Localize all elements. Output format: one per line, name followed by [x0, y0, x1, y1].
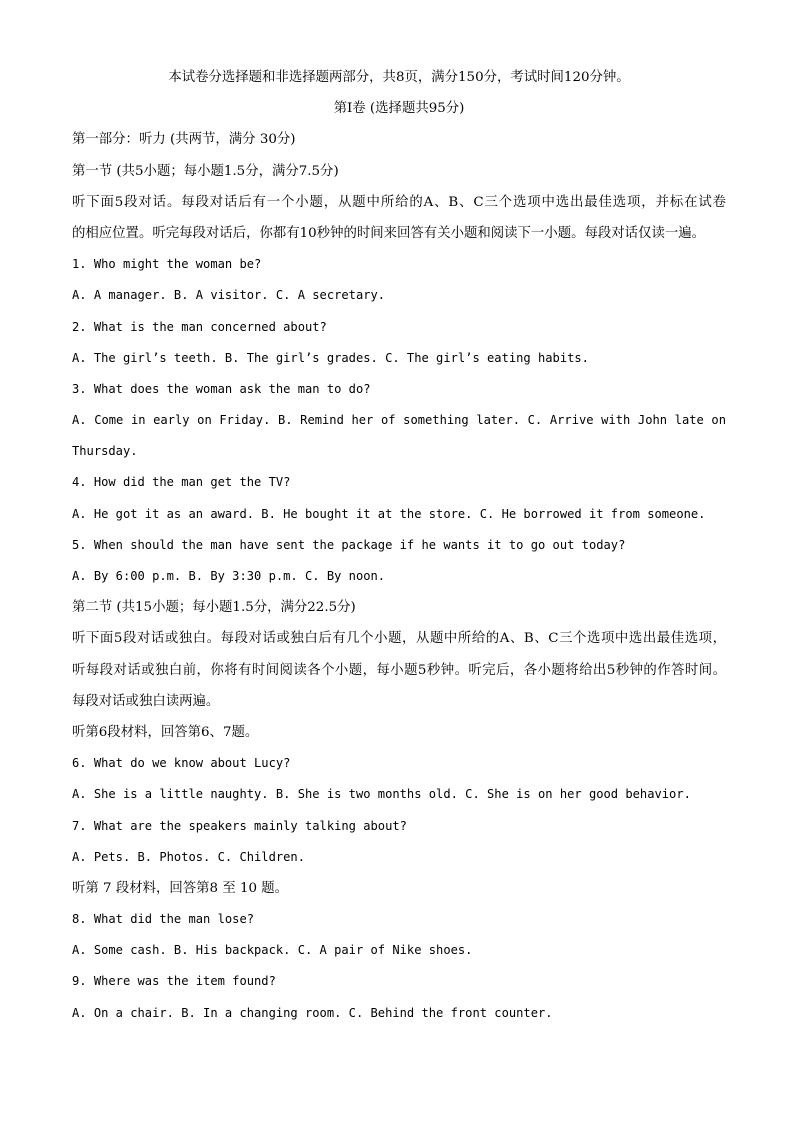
material-6-heading: 听第6段材料，回答第6、7题。: [72, 724, 259, 740]
section1-instruction-line1: 听下面5段对话。每段对话后有一个小题，从题中所给的A、B、C三个选项中选出最佳选项，并标在试卷: [72, 194, 726, 210]
material-7-heading: 听第 7 段材料，回答第8 至 10 题。: [72, 880, 289, 896]
question-2: 2. What is the man concerned about?: [72, 319, 327, 334]
question-3-options-line2: Thursday.: [72, 444, 138, 459]
question-5: 5. When should the man have sent the package if he wants it to go out today?: [72, 537, 626, 552]
question-7-options: A. Pets. B. Photos. C. Children.: [72, 849, 305, 864]
question-6-options: A. She is a little naughty. B. She is two months old. C. She is on her good behavior.: [72, 787, 691, 802]
question-1: 1. Who might the woman be?: [72, 257, 262, 272]
question-5-options: A. By 6:00 p.m. B. By 3:30 p.m. C. By noon.: [72, 569, 386, 583]
exam-page: [72, 62, 726, 1029]
question-9-options: A. On a chair. B. In a changing room. C. Behind the front counter.: [72, 1005, 553, 1020]
section2-instruction-line2: 听每段对话或独白前，你将有时间阅读各个小题，每小题5秒钟。听完后，各小题将给出5秒钟的作答时间。: [72, 662, 726, 678]
exam-intro: 本试卷分选择题和非选择题两部分，共8页，满分150分，考试时间120分钟。: [168, 70, 630, 85]
question-3: 3. What does the woman ask the man to do?: [72, 381, 371, 396]
section1-instruction-line2: 的相应位置。听完每段对话后，你都有10秒钟的时间来回答有关小题和阅读下一小题。每段对话仅读一遍。: [72, 225, 706, 241]
question-4: 4. How did the man get the TV?: [72, 475, 291, 490]
question-8: 8. What did the man lose?: [72, 912, 255, 927]
section1-title: 第一节 (共5小题；每小题1.5分，满分7.5分): [72, 163, 339, 179]
section2-instruction-line3: 每段对话或独白读两遍。: [72, 693, 220, 709]
question-7: 7. What are the speakers mainly talking about?: [72, 818, 407, 833]
question-2-options: A. The girl’s teeth. B. The girl’s grades. C. The girl’s eating habits.: [72, 350, 589, 365]
question-1-options: A. A manager. B. A visitor. C. A secretary.: [72, 288, 386, 303]
question-9: 9. Where was the item found?: [72, 974, 276, 989]
question-6: 6. What do we know about Lucy?: [72, 756, 291, 771]
part1-title: 第一部分：听力 (共两节，满分 30分): [72, 132, 296, 148]
section2-title: 第二节 (共15小题；每小题1.5分，满分22.5分): [72, 600, 356, 616]
question-3-options-line1: A. Come in early on Friday. B. Remind her of something later. C. Arrive with John late on: [72, 413, 726, 428]
question-4-options: A. He got it as an award. B. He bought it at the store. C. He borrowed it from someone.: [72, 506, 706, 521]
volume-title: 第Ⅰ卷 (选择题共95分): [333, 101, 465, 117]
section2-instruction-line1: 听下面5段对话或独白。每段对话或独白后有几个小题，从题中所给的A、B、C三个选项中选出最佳选项，: [72, 631, 726, 647]
question-8-options: A. Some cash. B. His backpack. C. A pair of Nike shoes.: [72, 943, 473, 958]
